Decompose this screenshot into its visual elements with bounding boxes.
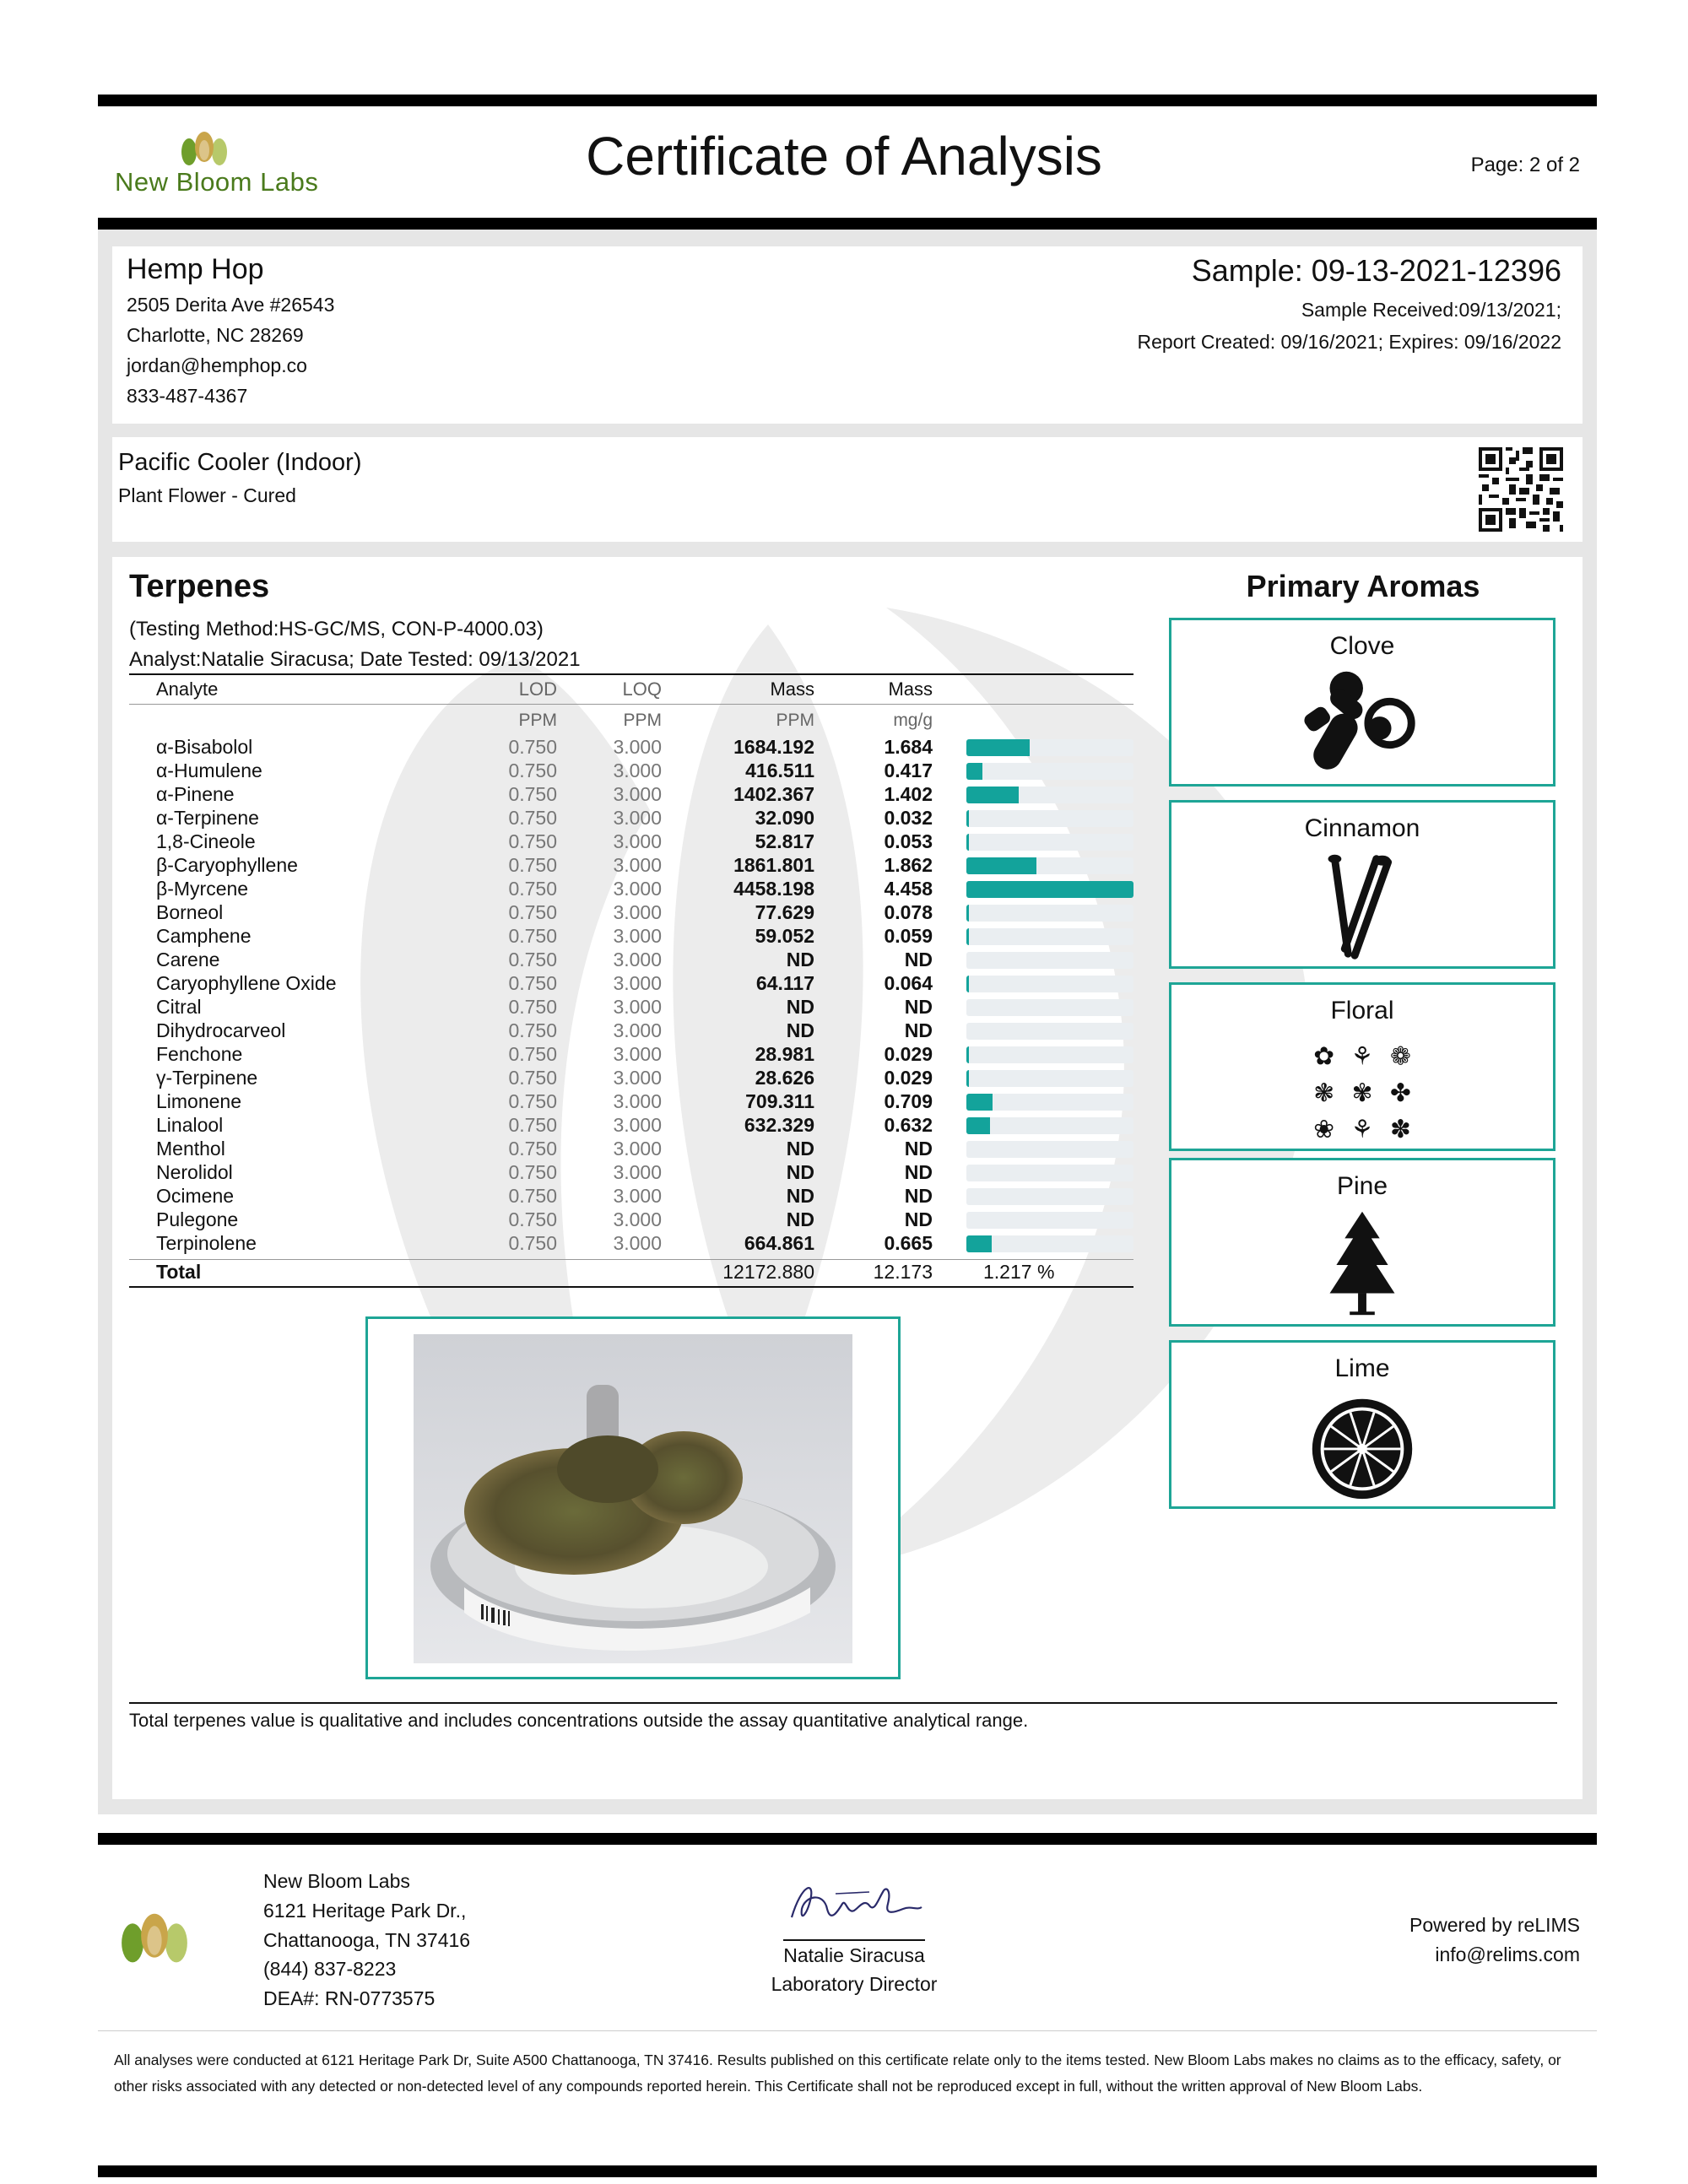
note-rule <box>129 1702 1557 1704</box>
concentration-bar-fill <box>966 905 969 922</box>
lod-value: 0.750 <box>508 996 557 1018</box>
aroma-pine <box>1169 1158 1555 1327</box>
concentration-bar <box>966 1046 1133 1063</box>
table-top-rule <box>129 673 1133 675</box>
lod-value: 0.750 <box>508 1232 557 1254</box>
lod-value: 0.750 <box>508 830 557 852</box>
analyte-name: Nerolidol <box>156 1161 233 1183</box>
lod-value: 0.750 <box>508 783 557 805</box>
qualitative-note: Total terpenes value is qualitative and includes concentrations outside the assay quantitative analytical range. <box>129 1710 1029 1731</box>
lod-value: 0.750 <box>508 1208 557 1230</box>
loq-value: 3.000 <box>613 949 662 970</box>
lod-value: 0.750 <box>508 736 557 758</box>
mass-ppm-value: ND <box>786 1138 814 1160</box>
powered-by: Powered by reLIMS <box>1409 1914 1580 1936</box>
mass-ppm-value: 1861.801 <box>733 854 814 876</box>
loq-value: 3.000 <box>613 925 662 947</box>
header-rule <box>98 218 1597 230</box>
footer-rule <box>98 1833 1597 1845</box>
mass-ppm-value: 64.117 <box>755 972 814 994</box>
mass-mg-value: 4.458 <box>884 878 933 900</box>
client-phone: 833-487-4367 <box>127 385 248 407</box>
total-percent: 1.217 % <box>983 1261 1055 1283</box>
col-mass-ppm: Mass <box>770 678 814 700</box>
analyte-name: Borneol <box>156 901 224 923</box>
analyte-name: α-Bisabolol <box>156 736 253 758</box>
floral-icon <box>1171 1034 1553 1142</box>
mass-mg-value: 0.417 <box>884 760 933 781</box>
analyte-name: α-Terpinene <box>156 807 259 829</box>
qr-code-icon <box>1479 447 1563 532</box>
director-title: Laboratory Director <box>771 1973 938 1995</box>
concentration-bar <box>966 1188 1133 1205</box>
lod-value: 0.750 <box>508 1114 557 1136</box>
mass-mg-value: ND <box>904 1161 933 1183</box>
analyst-info: Analyst:Natalie Siracusa; Date Tested: 09/13/2021 <box>129 648 581 671</box>
mass-mg-value: ND <box>904 1019 933 1041</box>
analyte-name: Ocimene <box>156 1185 235 1207</box>
mass-mg-value: ND <box>904 996 933 1018</box>
concentration-bar <box>966 928 1133 945</box>
concentration-bar-fill <box>966 1235 992 1252</box>
loq-value: 3.000 <box>613 1067 662 1089</box>
bottom-rule <box>98 2165 1597 2177</box>
mass-mg-value: 0.709 <box>884 1090 933 1112</box>
mass-ppm-value: 1402.367 <box>733 783 814 805</box>
loq-value: 3.000 <box>613 1043 662 1065</box>
analyte-name: Linalool <box>156 1114 224 1136</box>
concentration-bar <box>966 905 1133 922</box>
signature-line <box>783 1939 925 1941</box>
product-name: Pacific Cooler (Indoor) <box>118 449 362 476</box>
footer-dea: DEA#: RN-0773575 <box>263 1987 436 2009</box>
concentration-bar-fill <box>966 834 969 851</box>
aromas-title: Primary Aromas <box>1246 569 1480 603</box>
lime-icon <box>1171 1392 1553 1500</box>
lod-value: 0.750 <box>508 1138 557 1160</box>
lod-value: 0.750 <box>508 1090 557 1112</box>
mass-mg-value: 0.032 <box>884 807 933 829</box>
footer-phone: (844) 837-8223 <box>263 1958 397 1980</box>
lod-value: 0.750 <box>508 1043 557 1065</box>
sample-id: Sample: 09-13-2021-12396 <box>1191 253 1561 288</box>
mass-ppm-value: 4458.198 <box>733 878 814 900</box>
footer-lab-name: New Bloom Labs <box>263 1870 410 1892</box>
lab-logo-text: New Bloom Labs <box>115 167 319 197</box>
concentration-bar <box>966 1117 1133 1134</box>
analyte-name: Pulegone <box>156 1208 239 1230</box>
mass-ppm-value: 52.817 <box>755 830 814 852</box>
report-dates: Report Created: 09/16/2021; Expires: 09/16/2022 <box>1137 331 1561 353</box>
mass-mg-value: 0.029 <box>884 1043 933 1065</box>
signature <box>776 1875 928 1936</box>
mass-mg-value: 0.632 <box>884 1114 933 1136</box>
concentration-bar <box>966 1141 1133 1158</box>
svg-text:✾: ✾ <box>1351 1078 1373 1107</box>
cinnamon-icon <box>1171 851 1553 960</box>
mass-ppm-value: 1684.192 <box>733 736 814 758</box>
total-ppm: 12172.880 <box>722 1261 814 1283</box>
concentration-bar <box>966 1023 1133 1040</box>
aroma-clove <box>1169 618 1555 787</box>
terpenes-title: Terpenes <box>129 569 270 604</box>
page-title: Certificate of Analysis <box>586 126 1102 187</box>
concentration-bar-fill <box>966 787 1019 803</box>
concentration-bar-fill <box>966 810 969 827</box>
lod-value: 0.750 <box>508 1161 557 1183</box>
loq-value: 3.000 <box>613 1090 662 1112</box>
analyte-name: Caryophyllene Oxide <box>156 972 337 994</box>
mass-ppm-value: 664.861 <box>744 1232 814 1254</box>
loq-value: 3.000 <box>613 901 662 923</box>
mass-mg-value: ND <box>904 1208 933 1230</box>
col-lod: LOD <box>518 678 557 700</box>
concentration-bar <box>966 952 1133 969</box>
concentration-bar-fill <box>966 976 969 992</box>
aroma-floral <box>1169 982 1555 1151</box>
new-bloom-footer-logo-icon <box>114 1909 195 1970</box>
loq-value: 3.000 <box>613 972 662 994</box>
mass-mg-value: 0.665 <box>884 1232 933 1254</box>
mass-ppm-value: 709.311 <box>745 1090 814 1112</box>
unit-mg: mg/g <box>893 711 933 730</box>
svg-text:❀: ❀ <box>1313 1115 1335 1142</box>
concentration-bar <box>966 881 1133 898</box>
product-type: Plant Flower - Cured <box>118 484 296 506</box>
client-name: Hemp Hop <box>127 253 264 285</box>
loq-value: 3.000 <box>613 854 662 876</box>
mass-mg-value: 1.684 <box>884 736 933 758</box>
aroma-clove-label: Clove <box>1329 632 1395 660</box>
loq-value: 3.000 <box>613 783 662 805</box>
mass-ppm-value: 28.981 <box>755 1043 814 1065</box>
loq-value: 3.000 <box>613 996 662 1018</box>
lod-value: 0.750 <box>508 854 557 876</box>
analyte-name: Camphene <box>156 925 252 947</box>
aroma-lime <box>1169 1340 1555 1509</box>
page-number: Page: 2 of 2 <box>1470 154 1580 176</box>
clove-icon <box>1171 669 1553 777</box>
concentration-bar-fill <box>966 881 1133 898</box>
mass-ppm-value: ND <box>786 1161 814 1183</box>
sample-photo <box>414 1334 852 1663</box>
analyte-name: α-Humulene <box>156 760 262 781</box>
loq-value: 3.000 <box>613 1161 662 1183</box>
lod-value: 0.750 <box>508 949 557 970</box>
footer-divider <box>98 2030 1597 2031</box>
header-divider <box>129 704 1133 705</box>
lod-value: 0.750 <box>508 1019 557 1041</box>
loq-value: 3.000 <box>613 1208 662 1230</box>
unit-lod: PPM <box>518 711 557 730</box>
loq-value: 3.000 <box>613 807 662 829</box>
mass-mg-value: 0.064 <box>884 972 933 994</box>
lod-value: 0.750 <box>508 807 557 829</box>
lod-value: 0.750 <box>508 760 557 781</box>
aroma-pine-label: Pine <box>1336 1172 1388 1200</box>
sample-received: Sample Received:09/13/2021; <box>1301 299 1561 321</box>
concentration-bar <box>966 763 1133 780</box>
loq-value: 3.000 <box>613 878 662 900</box>
concentration-bar-fill <box>966 857 1036 874</box>
unit-ppm: PPM <box>776 711 814 730</box>
mass-ppm-value: 416.511 <box>745 760 814 781</box>
client-email: jordan@hemphop.co <box>127 354 307 376</box>
loq-value: 3.000 <box>613 830 662 852</box>
aroma-cinnamon <box>1169 800 1555 969</box>
mass-mg-value: ND <box>904 949 933 970</box>
analyte-name: Fenchone <box>156 1043 243 1065</box>
mass-mg-value: ND <box>904 1185 933 1207</box>
svg-text:⚘: ⚘ <box>1350 1115 1374 1142</box>
footer-address2: Chattanooga, TN 37416 <box>263 1929 471 1951</box>
lod-value: 0.750 <box>508 878 557 900</box>
concentration-bar-fill <box>966 739 1030 756</box>
analyte-name: Citral <box>156 996 202 1018</box>
aroma-lime-label: Lime <box>1334 1354 1390 1382</box>
loq-value: 3.000 <box>613 1114 662 1136</box>
analyte-name: β-Myrcene <box>156 878 249 900</box>
mass-ppm-value: ND <box>786 949 814 970</box>
director-name: Natalie Siracusa <box>783 1944 925 1966</box>
concentration-bar <box>966 857 1133 874</box>
concentration-bar-fill <box>966 1070 969 1087</box>
mass-mg-value: 0.053 <box>884 830 933 852</box>
total-top-rule <box>129 1259 1133 1260</box>
lod-value: 0.750 <box>508 1185 557 1207</box>
powered-email: info@relims.com <box>1435 1943 1580 1965</box>
svg-text:✤: ✤ <box>1389 1078 1411 1107</box>
sample-photo-frame <box>365 1316 901 1679</box>
analyte-name: Limonene <box>156 1090 242 1112</box>
mass-ppm-value: 32.090 <box>755 807 814 829</box>
concentration-bar-fill <box>966 1094 993 1111</box>
concentration-bar <box>966 999 1133 1016</box>
lod-value: 0.750 <box>508 972 557 994</box>
svg-text:⚘: ⚘ <box>1350 1041 1374 1071</box>
footer-address1: 6121 Heritage Park Dr., <box>263 1900 467 1922</box>
concentration-bar-fill <box>966 928 969 945</box>
mass-ppm-value: 77.629 <box>755 901 814 923</box>
svg-text:❁: ❁ <box>1389 1041 1411 1071</box>
concentration-bar <box>966 810 1133 827</box>
concentration-bar <box>966 976 1133 992</box>
aroma-cinnamon-label: Cinnamon <box>1304 814 1420 842</box>
concentration-bar <box>966 1212 1133 1229</box>
concentration-bar-fill <box>966 763 982 780</box>
svg-text:❃: ❃ <box>1313 1078 1335 1107</box>
mass-ppm-value: 28.626 <box>755 1067 814 1089</box>
disclaimer: All analyses were conducted at 6121 Heritage Park Dr, Suite A500 Chattanooga, TN 37416. Results published on this certificate relate only to the items tested. New Bloom Labs makes no claims as to the efficacy, safety, or other risks associated with any detected or non-detected level of any compounds reported herein. This Certificate shall not be reproduced except in full, without the written approval of New Bloom Labs. <box>114 2052 1561 2095</box>
loq-value: 3.000 <box>613 1019 662 1041</box>
mass-mg-value: 0.059 <box>884 925 933 947</box>
mass-mg-value: 0.078 <box>884 901 933 923</box>
loq-value: 3.000 <box>613 760 662 781</box>
lod-value: 0.750 <box>508 1067 557 1089</box>
col-mass-mg: Mass <box>888 678 933 700</box>
concentration-bar <box>966 834 1133 851</box>
analyte-name: 1,8-Cineole <box>156 830 256 852</box>
concentration-bar <box>966 1165 1133 1181</box>
concentration-bar <box>966 739 1133 756</box>
mass-ppm-value: ND <box>786 1208 814 1230</box>
svg-text:✿: ✿ <box>1313 1041 1335 1071</box>
svg-text:✽: ✽ <box>1389 1115 1411 1142</box>
mass-ppm-value: ND <box>786 1019 814 1041</box>
mass-mg-value: 1.402 <box>884 783 933 805</box>
client-address2: Charlotte, NC 28269 <box>127 324 304 346</box>
loq-value: 3.000 <box>613 1185 662 1207</box>
top-rule <box>98 95 1597 106</box>
analyte-name: Terpinolene <box>156 1232 257 1254</box>
pine-icon <box>1171 1209 1553 1317</box>
aroma-floral-label: Floral <box>1330 997 1394 1024</box>
concentration-bar <box>966 787 1133 803</box>
loq-value: 3.000 <box>613 1232 662 1254</box>
lod-value: 0.750 <box>508 925 557 947</box>
mass-mg-value: 1.862 <box>884 854 933 876</box>
col-analyte: Analyte <box>156 678 219 700</box>
mass-ppm-value: ND <box>786 996 814 1018</box>
concentration-bar <box>966 1094 1133 1111</box>
concentration-bar-fill <box>966 1046 969 1063</box>
analyte-name: α-Pinene <box>156 783 235 805</box>
mass-ppm-value: ND <box>786 1185 814 1207</box>
mass-mg-value: 0.029 <box>884 1067 933 1089</box>
concentration-bar-fill <box>966 1117 990 1134</box>
total-mg: 12.173 <box>873 1261 933 1283</box>
total-label: Total <box>156 1261 202 1283</box>
lod-value: 0.750 <box>508 901 557 923</box>
unit-loq: PPM <box>623 711 662 730</box>
client-info <box>127 253 334 408</box>
loq-value: 3.000 <box>613 1138 662 1160</box>
analyte-name: Carene <box>156 949 220 970</box>
testing-method: (Testing Method:HS-GC/MS, CON-P-4000.03) <box>129 618 544 641</box>
loq-value: 3.000 <box>613 736 662 758</box>
client-address1: 2505 Derita Ave #26543 <box>127 294 335 316</box>
mass-mg-value: ND <box>904 1138 933 1160</box>
concentration-bar <box>966 1235 1133 1252</box>
analyte-name: Menthol <box>156 1138 225 1160</box>
col-loq: LOQ <box>622 678 662 700</box>
analyte-name: Dihydrocarveol <box>156 1019 286 1041</box>
mass-ppm-value: 59.052 <box>755 925 814 947</box>
analyte-name: γ-Terpinene <box>156 1067 258 1089</box>
concentration-bar <box>966 1070 1133 1087</box>
analyte-name: β-Caryophyllene <box>156 854 298 876</box>
table-bottom-rule <box>129 1286 1133 1288</box>
mass-ppm-value: 632.329 <box>744 1114 814 1136</box>
